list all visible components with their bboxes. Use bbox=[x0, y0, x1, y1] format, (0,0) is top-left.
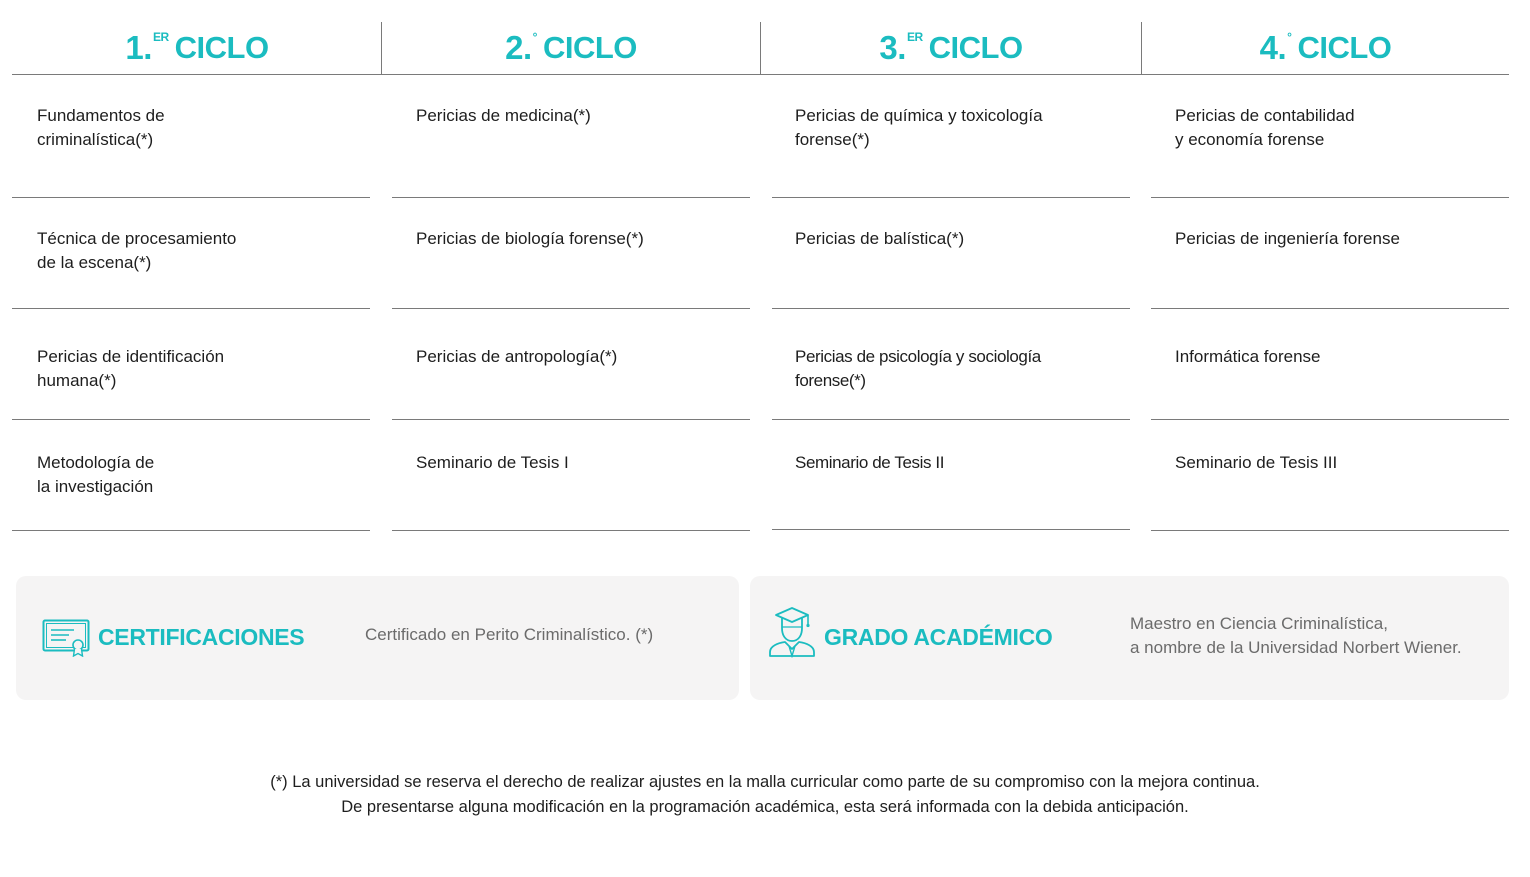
cycle-1-heading bbox=[12, 22, 382, 74]
course-name: Pericias de ingeniería forense bbox=[1175, 229, 1400, 248]
cycle-3-label: CICLO bbox=[928, 30, 1023, 65]
course-cell bbox=[12, 223, 370, 309]
course-name: Seminario de Tesis III bbox=[1175, 453, 1338, 472]
footnote-line: (*) La universidad se reserva el derecho de realizar ajustes en la malla curricular como parte de su compromiso con la mejora continua. bbox=[270, 773, 1260, 791]
course-cell bbox=[12, 341, 370, 420]
course-name: Pericias de balística(*) bbox=[795, 229, 965, 248]
certificate-icon bbox=[42, 619, 90, 657]
course-name: Pericias de antropología(*) bbox=[416, 347, 618, 366]
footnote-line: De presentarse alguna modificación en la programación académica, esta será informada con la debida anticipación. bbox=[341, 798, 1189, 816]
course-name: Pericias de química y toxicología forense(*) bbox=[795, 106, 1043, 149]
cycle-2-heading bbox=[382, 22, 760, 74]
certifications-card bbox=[16, 576, 739, 700]
course-name: Seminario de Tesis II bbox=[795, 453, 945, 472]
course-name: Pericias de medicina(*) bbox=[416, 106, 591, 125]
cycle-3-heading bbox=[761, 22, 1141, 74]
cycle-2-suffix: ° bbox=[532, 30, 537, 44]
course-name: Pericias de contabilidad y economía forense bbox=[1175, 106, 1355, 149]
course-cell bbox=[392, 223, 750, 309]
course-name: Informática forense bbox=[1175, 347, 1321, 366]
degree-text: Maestro en Ciencia Criminalística, a nombre de la Universidad Norbert Wiener. bbox=[1130, 614, 1462, 657]
cycle-4-heading bbox=[1142, 22, 1509, 74]
course-name: Técnica de procesamiento de la escena(*) bbox=[37, 229, 237, 272]
course-name: Pericias de biología forense(*) bbox=[416, 229, 644, 248]
course-name: Pericias de identificación humana(*) bbox=[37, 347, 225, 390]
cycle-4-suffix: ° bbox=[1287, 30, 1292, 44]
degree-title: GRADO ACADÉMICO bbox=[824, 624, 1053, 650]
course-cell bbox=[772, 223, 1130, 309]
course-cell bbox=[12, 100, 370, 198]
course-cell bbox=[772, 341, 1130, 420]
course-cell bbox=[1151, 341, 1509, 420]
footnote bbox=[0, 770, 1530, 820]
certifications-text: Certificado en Perito Criminalístico. (*) bbox=[365, 625, 654, 644]
cycle-2-label: CICLO bbox=[542, 30, 637, 65]
course-cell bbox=[392, 447, 750, 531]
course-cell bbox=[1151, 223, 1509, 309]
cycle-3-suffix: ER bbox=[906, 30, 923, 44]
graduate-icon bbox=[768, 606, 816, 658]
course-cell bbox=[1151, 100, 1509, 198]
cycle-1-suffix: ER bbox=[152, 30, 169, 44]
certifications-title: CERTIFICACIONES bbox=[98, 624, 305, 650]
course-cell bbox=[12, 447, 370, 531]
degree-card bbox=[750, 576, 1509, 700]
course-name: Seminario de Tesis I bbox=[416, 453, 569, 472]
course-cell bbox=[1151, 447, 1509, 531]
cycle-header-row bbox=[12, 22, 1509, 75]
cycle-2-number: 2. bbox=[505, 29, 532, 66]
course-name: Fundamentos de criminalística(*) bbox=[37, 106, 165, 149]
cycle-4-number: 4. bbox=[1259, 29, 1287, 66]
course-cell bbox=[392, 341, 750, 420]
cycle-1-label: CICLO bbox=[174, 30, 269, 65]
course-cell bbox=[772, 447, 1130, 530]
cycle-1-number: 1. bbox=[125, 29, 152, 66]
course-cell bbox=[392, 100, 750, 198]
cycle-4-label: CICLO bbox=[1297, 30, 1392, 65]
course-cell bbox=[772, 100, 1130, 198]
course-name: Metodología de la investigación bbox=[37, 453, 155, 496]
course-name: Pericias de psicología y sociología forense(*) bbox=[795, 347, 1041, 390]
cycle-3-number: 3. bbox=[879, 29, 906, 66]
